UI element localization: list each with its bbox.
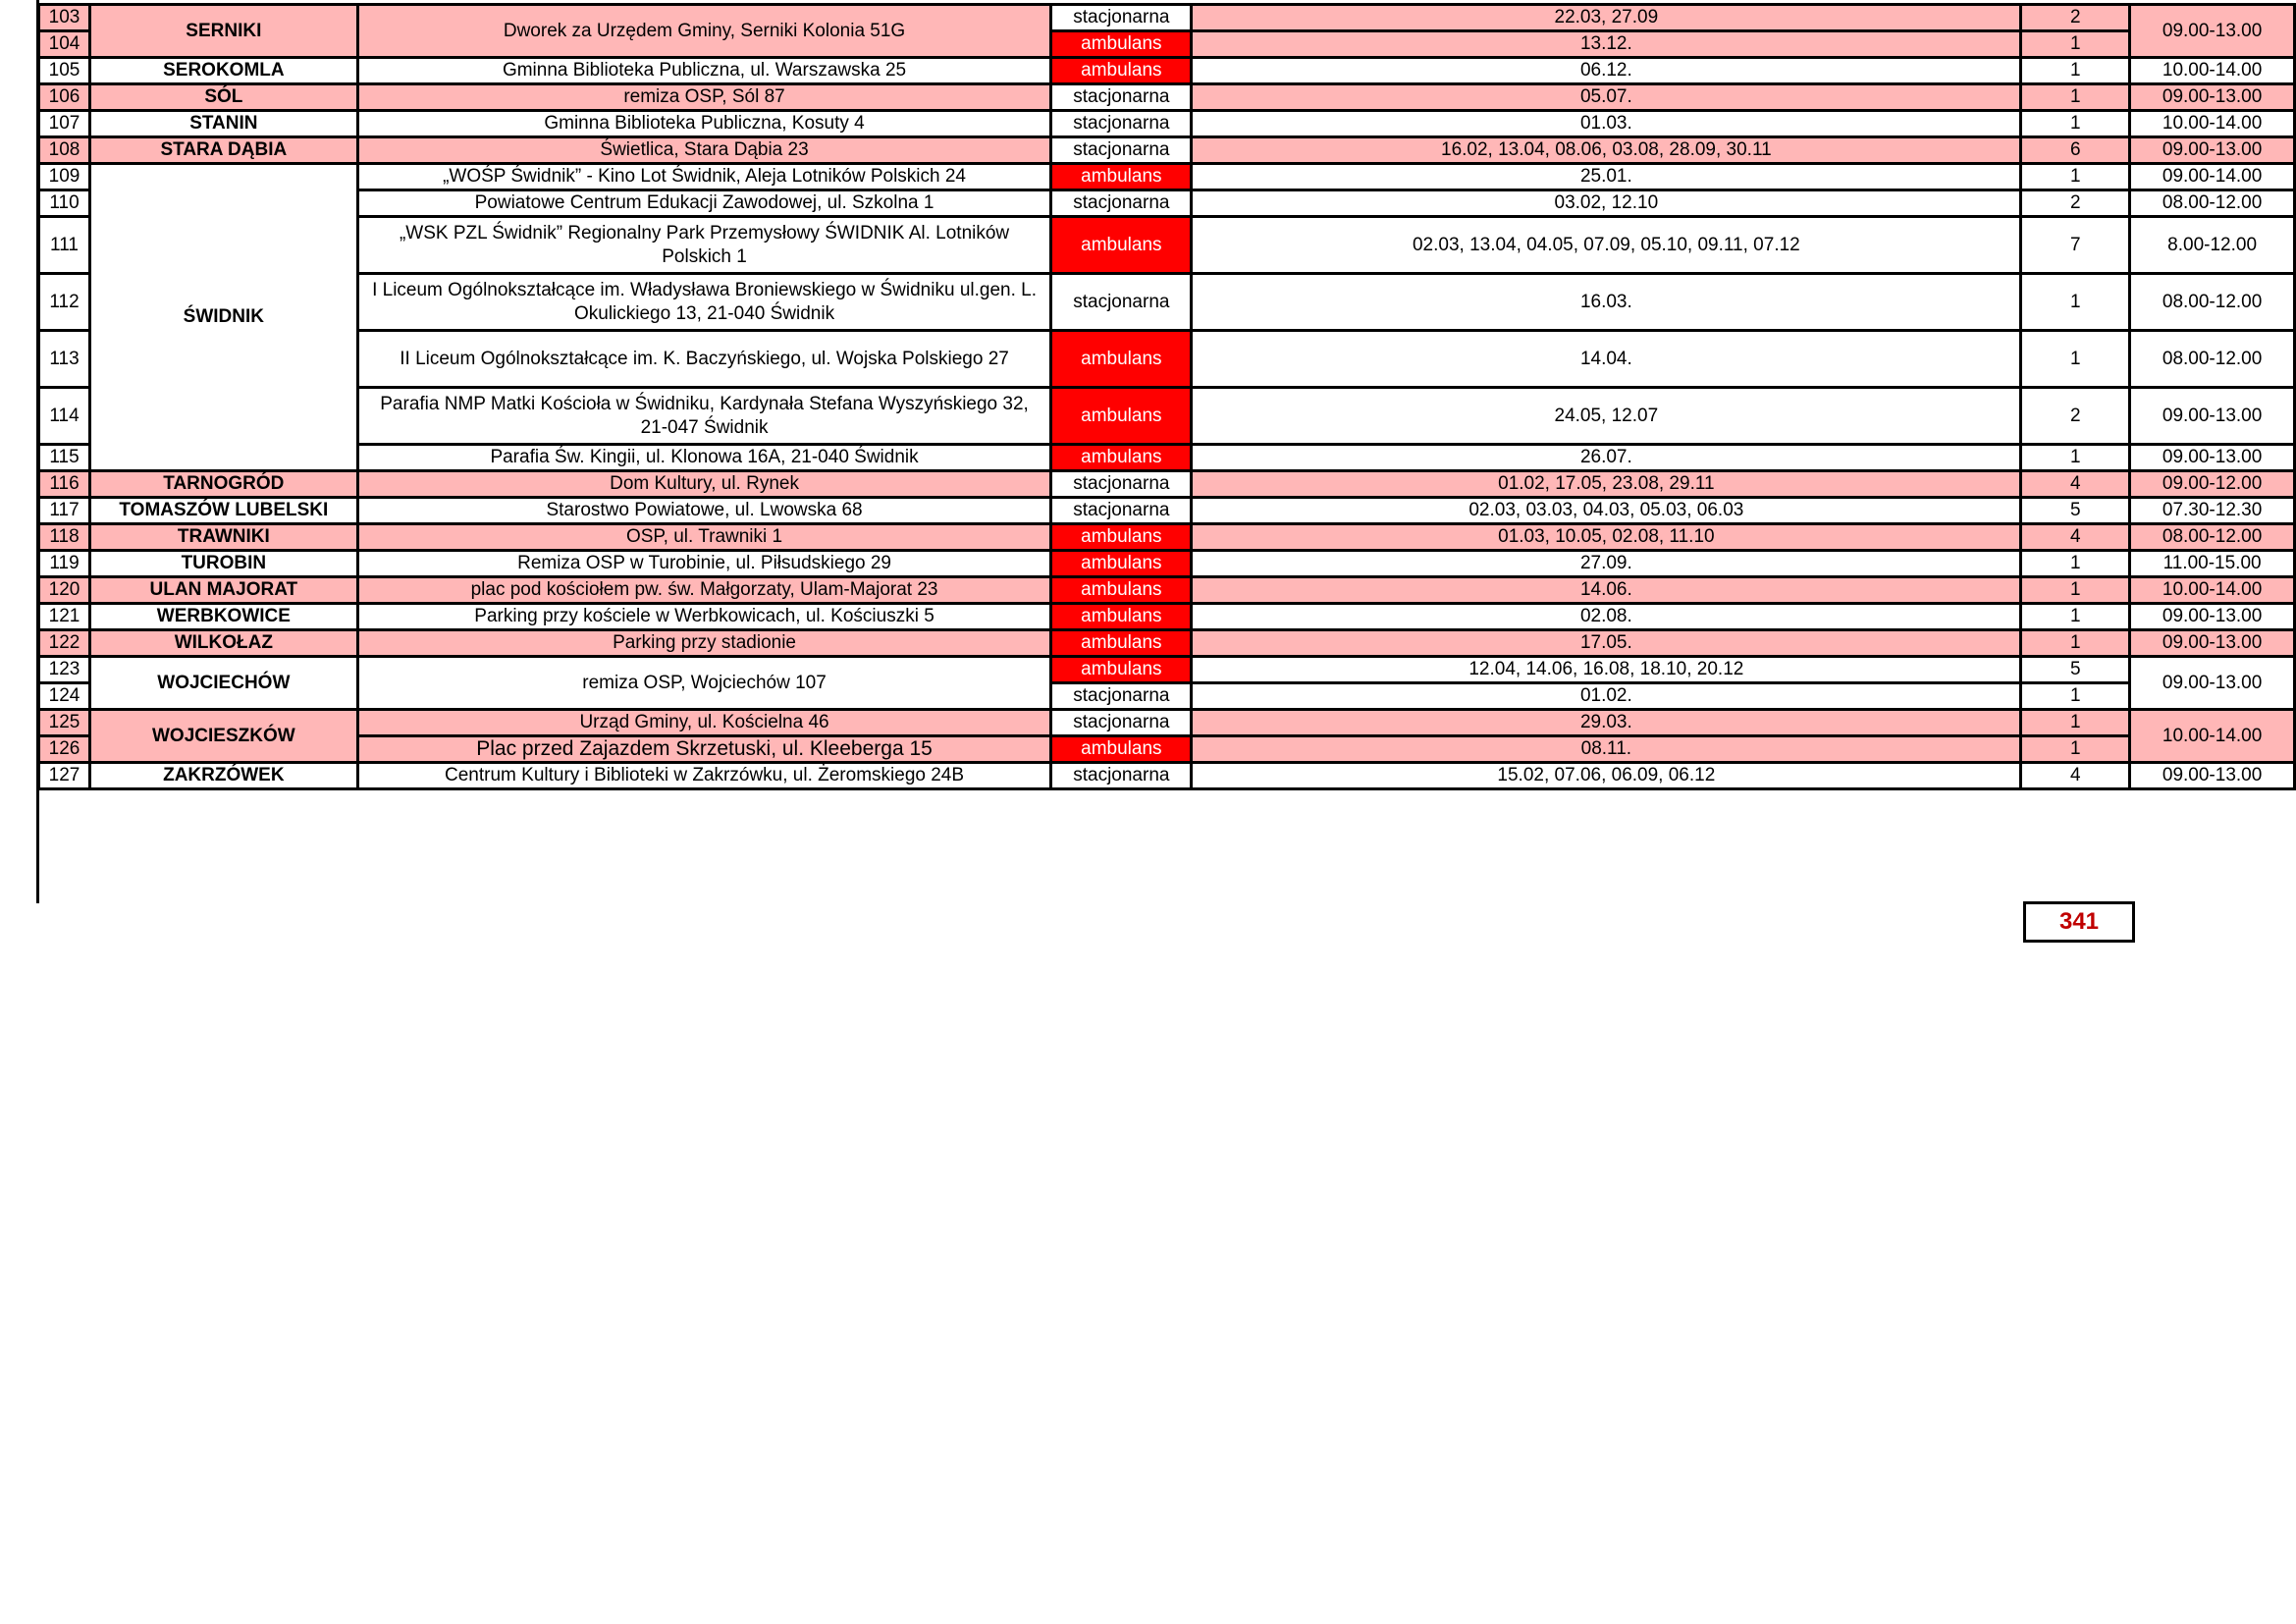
type-cell: stacjonarna — [1051, 498, 1192, 524]
row-number: 126 — [39, 736, 90, 763]
table-row — [39, 710, 2295, 736]
address-cell: Urząd Gminy, ul. Kościelna 46 — [357, 710, 1051, 736]
count-cell: 1 — [2021, 164, 2130, 190]
hours-cell: 10.00-14.00 — [2130, 111, 2295, 137]
row-number: 112 — [39, 274, 90, 331]
hours-cell: 08.00-12.00 — [2130, 331, 2295, 388]
blood-donation-schedule-table — [37, 3, 2296, 790]
count-cell: 2 — [2021, 5, 2130, 31]
table-row — [39, 657, 2295, 683]
dates-cell: 01.03, 10.05, 02.08, 11.10 — [1192, 524, 2021, 551]
city-cell: ZAKRZÓWEK — [89, 763, 357, 789]
city-cell: WOJCIESZKÓW — [89, 710, 357, 763]
address-cell: Gminna Biblioteka Publiczna, ul. Warszawska 25 — [357, 58, 1051, 84]
hours-cell: 10.00-14.00 — [2130, 577, 2295, 604]
city-cell: WERBKOWICE — [89, 604, 357, 630]
row-number: 103 — [39, 5, 90, 31]
row-number: 113 — [39, 331, 90, 388]
hours-cell: 09.00-14.00 — [2130, 164, 2295, 190]
type-cell: stacjonarna — [1051, 190, 1192, 217]
type-cell: stacjonarna — [1051, 5, 1192, 31]
address-cell: remiza OSP, Sól 87 — [357, 84, 1051, 111]
type-cell: stacjonarna — [1051, 471, 1192, 498]
count-cell: 1 — [2021, 736, 2130, 763]
row-number: 111 — [39, 217, 90, 274]
hours-cell: 07.30-12.30 — [2130, 498, 2295, 524]
city-cell: SÓL — [89, 84, 357, 111]
hours-cell: 09.00-13.00 — [2130, 763, 2295, 789]
address-cell: Dom Kultury, ul. Rynek — [357, 471, 1051, 498]
table-row — [39, 604, 2295, 630]
count-cell: 1 — [2021, 577, 2130, 604]
row-number: 114 — [39, 388, 90, 445]
type-cell: ambulans — [1051, 736, 1192, 763]
city-cell: ULAN MAJORAT — [89, 577, 357, 604]
type-cell: stacjonarna — [1051, 274, 1192, 331]
row-number: 116 — [39, 471, 90, 498]
table-row — [39, 164, 2295, 190]
row-number: 115 — [39, 445, 90, 471]
count-cell: 1 — [2021, 111, 2130, 137]
dates-cell: 27.09. — [1192, 551, 2021, 577]
table-row — [39, 763, 2295, 789]
row-number: 121 — [39, 604, 90, 630]
table-row — [39, 58, 2295, 84]
row-number: 124 — [39, 683, 90, 710]
table-row — [39, 471, 2295, 498]
count-cell: 2 — [2021, 190, 2130, 217]
type-cell: ambulans — [1051, 164, 1192, 190]
type-cell: ambulans — [1051, 604, 1192, 630]
type-cell: stacjonarna — [1051, 137, 1192, 164]
address-cell: Plac przed Zajazdem Skrzetuski, ul. Kleeberga 15 — [357, 736, 1051, 763]
table-row — [39, 388, 2295, 445]
count-cell: 6 — [2021, 137, 2130, 164]
count-cell: 1 — [2021, 274, 2130, 331]
address-cell: OSP, ul. Trawniki 1 — [357, 524, 1051, 551]
row-number: 123 — [39, 657, 90, 683]
dates-cell: 14.06. — [1192, 577, 2021, 604]
address-cell: Starostwo Powiatowe, ul. Lwowska 68 — [357, 498, 1051, 524]
type-cell: ambulans — [1051, 58, 1192, 84]
dates-cell: 25.01. — [1192, 164, 2021, 190]
address-cell: „WSK PZL Świdnik” Regionalny Park Przemysłowy ŚWIDNIK Al. Lotników Polskich 1 — [357, 217, 1051, 274]
row-number: 107 — [39, 111, 90, 137]
city-cell: STARA DĄBIA — [89, 137, 357, 164]
table-row — [39, 736, 2295, 763]
hours-cell: 09.00-13.00 — [2130, 604, 2295, 630]
hours-cell: 08.00-12.00 — [2130, 274, 2295, 331]
type-cell: ambulans — [1051, 31, 1192, 58]
hours-cell: 11.00-15.00 — [2130, 551, 2295, 577]
count-cell: 1 — [2021, 630, 2130, 657]
row-number: 122 — [39, 630, 90, 657]
hours-cell: 09.00-13.00 — [2130, 630, 2295, 657]
count-cell: 1 — [2021, 331, 2130, 388]
city-cell: SERNIKI — [89, 5, 357, 58]
hours-cell: 09.00-13.00 — [2130, 445, 2295, 471]
address-cell: Parking przy stadionie — [357, 630, 1051, 657]
row-number: 118 — [39, 524, 90, 551]
address-cell: Parking przy kościele w Werbkowicach, ul. Kościuszki 5 — [357, 604, 1051, 630]
row-number: 119 — [39, 551, 90, 577]
dates-cell: 16.02, 13.04, 08.06, 03.08, 28.09, 30.11 — [1192, 137, 2021, 164]
count-cell: 1 — [2021, 604, 2130, 630]
city-cell: STANIN — [89, 111, 357, 137]
table-row — [39, 551, 2295, 577]
address-cell: Powiatowe Centrum Edukacji Zawodowej, ul. Szkolna 1 — [357, 190, 1051, 217]
hours-cell: 09.00-13.00 — [2130, 388, 2295, 445]
hours-cell: 10.00-14.00 — [2130, 58, 2295, 84]
type-cell: ambulans — [1051, 445, 1192, 471]
total-count: 341 — [2023, 901, 2135, 943]
address-cell: Dworek za Urzędem Gminy, Serniki Kolonia 51G — [357, 5, 1051, 58]
row-number: 120 — [39, 577, 90, 604]
dates-cell: 22.03, 27.09 — [1192, 5, 2021, 31]
dates-cell: 03.02, 12.10 — [1192, 190, 2021, 217]
city-cell: WILKOŁAZ — [89, 630, 357, 657]
count-cell: 1 — [2021, 551, 2130, 577]
city-cell: TOMASZÓW LUBELSKI — [89, 498, 357, 524]
count-cell: 1 — [2021, 683, 2130, 710]
table-row — [39, 137, 2295, 164]
count-cell: 4 — [2021, 763, 2130, 789]
address-cell: Centrum Kultury i Biblioteki w Zakrzówku, ul. Żeromskiego 24B — [357, 763, 1051, 789]
count-cell: 1 — [2021, 84, 2130, 111]
hours-cell: 09.00-13.00 — [2130, 657, 2295, 710]
row-number: 110 — [39, 190, 90, 217]
count-cell: 5 — [2021, 498, 2130, 524]
count-cell: 4 — [2021, 471, 2130, 498]
hours-cell: 08.00-12.00 — [2130, 524, 2295, 551]
city-cell: TRAWNIKI — [89, 524, 357, 551]
count-cell: 1 — [2021, 445, 2130, 471]
hours-cell: 09.00-13.00 — [2130, 84, 2295, 111]
address-cell: Świetlica, Stara Dąbia 23 — [357, 137, 1051, 164]
hours-cell: 10.00-14.00 — [2130, 710, 2295, 763]
address-cell: plac pod kościołem pw. św. Małgorzaty, Ulam-Majorat 23 — [357, 577, 1051, 604]
dates-cell: 16.03. — [1192, 274, 2021, 331]
address-cell: remiza OSP, Wojciechów 107 — [357, 657, 1051, 710]
dates-cell: 14.04. — [1192, 331, 2021, 388]
hours-cell: 09.00-13.00 — [2130, 5, 2295, 58]
row-number: 127 — [39, 763, 90, 789]
count-cell: 1 — [2021, 710, 2130, 736]
address-cell: Gminna Biblioteka Publiczna, Kosuty 4 — [357, 111, 1051, 137]
address-cell: „WOŚP Świdnik” - Kino Lot Świdnik, Aleja Lotników Polskich 24 — [357, 164, 1051, 190]
dates-cell: 01.02, 17.05, 23.08, 29.11 — [1192, 471, 2021, 498]
dates-cell: 02.08. — [1192, 604, 2021, 630]
row-number: 108 — [39, 137, 90, 164]
dates-cell: 02.03, 13.04, 04.05, 07.09, 05.10, 09.11, 07.12 — [1192, 217, 2021, 274]
count-cell: 7 — [2021, 217, 2130, 274]
dates-cell: 05.07. — [1192, 84, 2021, 111]
dates-cell: 15.02, 07.06, 06.09, 06.12 — [1192, 763, 2021, 789]
address-cell: II Liceum Ogólnokształcące im. K. Baczyńskiego, ul. Wojska Polskiego 27 — [357, 331, 1051, 388]
table-row — [39, 274, 2295, 331]
hours-cell: 09.00-13.00 — [2130, 137, 2295, 164]
row-number: 104 — [39, 31, 90, 58]
table-row — [39, 630, 2295, 657]
table-row — [39, 111, 2295, 137]
city-cell: TARNOGRÓD — [89, 471, 357, 498]
hours-cell: 08.00-12.00 — [2130, 190, 2295, 217]
type-cell: ambulans — [1051, 577, 1192, 604]
table-row — [39, 498, 2295, 524]
row-number: 109 — [39, 164, 90, 190]
dates-cell: 26.07. — [1192, 445, 2021, 471]
city-cell: SEROKOMLA — [89, 58, 357, 84]
city-cell: TUROBIN — [89, 551, 357, 577]
dates-cell: 13.12. — [1192, 31, 2021, 58]
count-cell: 1 — [2021, 31, 2130, 58]
type-cell: stacjonarna — [1051, 763, 1192, 789]
address-cell: Remiza OSP w Turobinie, ul. Piłsudskiego 29 — [357, 551, 1051, 577]
dates-cell: 08.11. — [1192, 736, 2021, 763]
dates-cell: 01.02. — [1192, 683, 2021, 710]
hours-cell: 09.00-12.00 — [2130, 471, 2295, 498]
type-cell: stacjonarna — [1051, 111, 1192, 137]
type-cell: stacjonarna — [1051, 683, 1192, 710]
table-row — [39, 524, 2295, 551]
count-cell: 2 — [2021, 388, 2130, 445]
type-cell: stacjonarna — [1051, 84, 1192, 111]
table-row — [39, 190, 2295, 217]
table-row — [39, 5, 2295, 31]
table-row — [39, 445, 2295, 471]
city-cell: ŚWIDNIK — [89, 164, 357, 471]
type-cell: stacjonarna — [1051, 710, 1192, 736]
row-number: 117 — [39, 498, 90, 524]
dates-cell: 17.05. — [1192, 630, 2021, 657]
type-cell: ambulans — [1051, 551, 1192, 577]
hours-cell: 8.00-12.00 — [2130, 217, 2295, 274]
row-number: 106 — [39, 84, 90, 111]
dates-cell: 12.04, 14.06, 16.08, 18.10, 20.12 — [1192, 657, 2021, 683]
row-number: 105 — [39, 58, 90, 84]
count-cell: 5 — [2021, 657, 2130, 683]
table-row — [39, 217, 2295, 274]
dates-cell: 06.12. — [1192, 58, 2021, 84]
dates-cell: 02.03, 03.03, 04.03, 05.03, 06.03 — [1192, 498, 2021, 524]
count-cell: 1 — [2021, 58, 2130, 84]
type-cell: ambulans — [1051, 331, 1192, 388]
table-row — [39, 331, 2295, 388]
row-number: 125 — [39, 710, 90, 736]
type-cell: ambulans — [1051, 657, 1192, 683]
address-cell: Parafia Św. Kingii, ul. Klonowa 16A, 21-040 Świdnik — [357, 445, 1051, 471]
address-cell: I Liceum Ogólnokształcące im. Władysława Broniewskiego w Świdniku ul.gen. L. Okulickiego 13, 21-040 Świdnik — [357, 274, 1051, 331]
dates-cell: 29.03. — [1192, 710, 2021, 736]
dates-cell: 24.05, 12.07 — [1192, 388, 2021, 445]
table-row — [39, 577, 2295, 604]
address-cell: Parafia NMP Matki Kościoła w Świdniku, Kardynała Stefana Wyszyńskiego 32, 21-047 Świdnik — [357, 388, 1051, 445]
city-cell: WOJCIECHÓW — [89, 657, 357, 710]
count-cell: 4 — [2021, 524, 2130, 551]
type-cell: ambulans — [1051, 524, 1192, 551]
type-cell: ambulans — [1051, 630, 1192, 657]
type-cell: ambulans — [1051, 388, 1192, 445]
table-row — [39, 84, 2295, 111]
dates-cell: 01.03. — [1192, 111, 2021, 137]
type-cell: ambulans — [1051, 217, 1192, 274]
